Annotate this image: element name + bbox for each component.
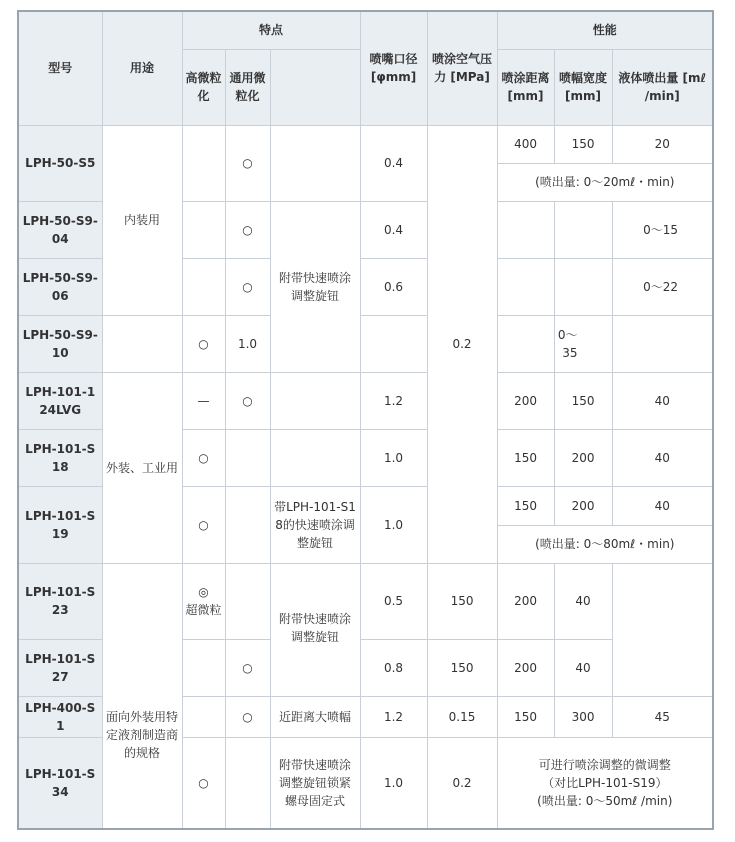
model-cell: LPH-101-S34 xyxy=(18,737,102,829)
header-features: 特点 xyxy=(182,11,360,49)
flow-cell: 0～35 xyxy=(554,315,612,372)
general-cell: ○ xyxy=(225,372,270,429)
fine-adjust-line-3: (喷出量: 0～50mℓ /min) xyxy=(537,793,673,808)
high-cell: ○ xyxy=(182,737,225,829)
width-cell: 200 xyxy=(497,563,554,639)
distance-cell xyxy=(497,258,554,315)
width-cell xyxy=(554,201,612,258)
note-cell: 带LPH-101-S18的快速喷涂调整旋钮 xyxy=(270,486,360,563)
high-cell xyxy=(182,201,225,258)
note-cell: 附带快速喷涂调整旋钮锁紧螺母固定式 xyxy=(270,737,360,829)
distance-cell: 200 xyxy=(497,372,554,429)
flow-cell: 20 xyxy=(612,125,713,163)
flow-cell: 0～22 xyxy=(612,258,713,315)
high-cell xyxy=(182,696,225,737)
flow-cell: 40 xyxy=(612,486,713,525)
general-cell xyxy=(225,429,270,486)
use-custom: 面向外装用特定液剂制造商的规格 xyxy=(102,563,182,829)
model-cell: LPH-101-S18 xyxy=(18,429,102,486)
note-cell: 附带快速喷涂调整旋钮 xyxy=(270,563,360,696)
distance-cell: 150 xyxy=(497,696,554,737)
model-cell: LPH-50-S5 xyxy=(18,125,102,201)
width-cell: 150 xyxy=(554,372,612,429)
header-model: 型号 xyxy=(18,11,102,125)
flow-cell: 40 xyxy=(612,429,713,486)
nozzle-cell: 0.4 xyxy=(360,201,427,258)
high-cell xyxy=(182,258,225,315)
note-cell: 近距离大喷幅 xyxy=(270,696,360,737)
header-nozzle: 喷嘴口径 [φmm] xyxy=(360,11,427,125)
nozzle-cell: 1.0 xyxy=(360,429,427,486)
model-cell: LPH-50-S9-06 xyxy=(18,258,102,315)
distance-cell xyxy=(497,201,554,258)
note-cell xyxy=(270,125,360,201)
distance-cell: 150 xyxy=(497,429,554,486)
model-cell: LPH-101-S19 xyxy=(18,486,102,563)
nozzle-cell: 0.5 xyxy=(360,563,427,639)
high-cell xyxy=(182,639,225,696)
fine-adjust-note xyxy=(497,737,713,829)
width-cell: 300 xyxy=(554,696,612,737)
general-cell xyxy=(225,486,270,563)
flow-range-note: (喷出量: 0～80mℓ・min) xyxy=(497,525,713,563)
note-cell: 附带快速喷涂调整旋钮 xyxy=(270,201,360,372)
width-cell: 200 xyxy=(554,486,612,525)
distance-cell: 150 xyxy=(427,639,497,696)
fine-adjust-line-2: （对比LPH-101-S19） xyxy=(542,775,668,790)
nozzle-cell: 1.0 xyxy=(360,486,427,563)
width-cell xyxy=(554,258,612,315)
note-cell xyxy=(270,429,360,486)
width-cell: 200 xyxy=(497,639,554,696)
note-cell xyxy=(270,372,360,429)
air-cell: 0.2 xyxy=(427,737,497,829)
header-air-pressure: 喷涂空气压力 [MPa] xyxy=(427,11,497,125)
high-cell: ○ xyxy=(182,486,225,563)
flow-cell: 40 xyxy=(554,639,612,696)
header-high-atomization: 高微粒化 xyxy=(182,49,225,125)
flow-cell: 45 xyxy=(612,696,713,737)
header-general-atomization: 通用微粒化 xyxy=(225,49,270,125)
model-cell: LPH-50-S9-10 xyxy=(18,315,102,372)
high-cell xyxy=(102,315,182,372)
general-cell: ○ xyxy=(225,258,270,315)
header-width: 喷幅宽度 [mm] xyxy=(554,49,612,125)
distance-cell: 150 xyxy=(497,486,554,525)
nozzle-cell: 0.6 xyxy=(360,258,427,315)
nozzle-cell: 1.2 xyxy=(360,372,427,429)
nozzle-cell: 0.4 xyxy=(360,125,427,201)
model-cell: LPH-101-S23 xyxy=(18,563,102,639)
flow-cell: 0～15 xyxy=(612,201,713,258)
general-cell: ○ xyxy=(225,125,270,201)
nozzle-cell: 1.0 xyxy=(225,315,270,372)
flow-range-note: (喷出量: 0～20mℓ・min) xyxy=(497,163,713,201)
nozzle-cell: 1.2 xyxy=(360,696,427,737)
general-cell xyxy=(225,563,270,639)
high-cell: ◎ 超微粒 xyxy=(182,563,225,639)
model-cell: LPH-101-S27 xyxy=(18,639,102,696)
width-cell xyxy=(497,315,554,372)
header-feature-notes xyxy=(270,49,360,125)
use-external: 外装、工业用 xyxy=(102,372,182,563)
width-cell: 200 xyxy=(554,429,612,486)
flow-cell: 40 xyxy=(612,372,713,429)
flow-cell: 40 xyxy=(554,563,612,639)
general-cell: ○ xyxy=(225,696,270,737)
air-cell: 0.15 xyxy=(427,696,497,737)
header-flow: 液体喷出量 [mℓ /min] xyxy=(612,49,713,125)
model-cell: LPH-50-S9-04 xyxy=(18,201,102,258)
spec-table xyxy=(17,10,714,830)
general-cell: ○ xyxy=(182,315,225,372)
nozzle-cell: 1.0 xyxy=(360,737,427,829)
high-cell xyxy=(182,125,225,201)
air-cell: 0.2 xyxy=(427,125,497,563)
general-cell: ○ xyxy=(225,639,270,696)
width-cell: 150 xyxy=(554,125,612,163)
distance-cell xyxy=(360,315,427,372)
model-cell: LPH-400-S1 xyxy=(18,696,102,737)
high-cell: — xyxy=(182,372,225,429)
fine-adjust-line-1: 可进行喷涂调整的微调整 xyxy=(538,757,671,772)
header-distance: 喷涂距离 [mm] xyxy=(497,49,554,125)
header-use: 用途 xyxy=(102,11,182,125)
high-cell: ○ xyxy=(182,429,225,486)
general-cell xyxy=(225,737,270,829)
distance-cell: 400 xyxy=(497,125,554,163)
header-performance: 性能 xyxy=(497,11,713,49)
distance-cell: 150 xyxy=(427,563,497,639)
nozzle-cell: 0.8 xyxy=(360,639,427,696)
model-cell: LPH-101-124LVG xyxy=(18,372,102,429)
use-internal: 内装用 xyxy=(102,125,182,315)
general-cell: ○ xyxy=(225,201,270,258)
